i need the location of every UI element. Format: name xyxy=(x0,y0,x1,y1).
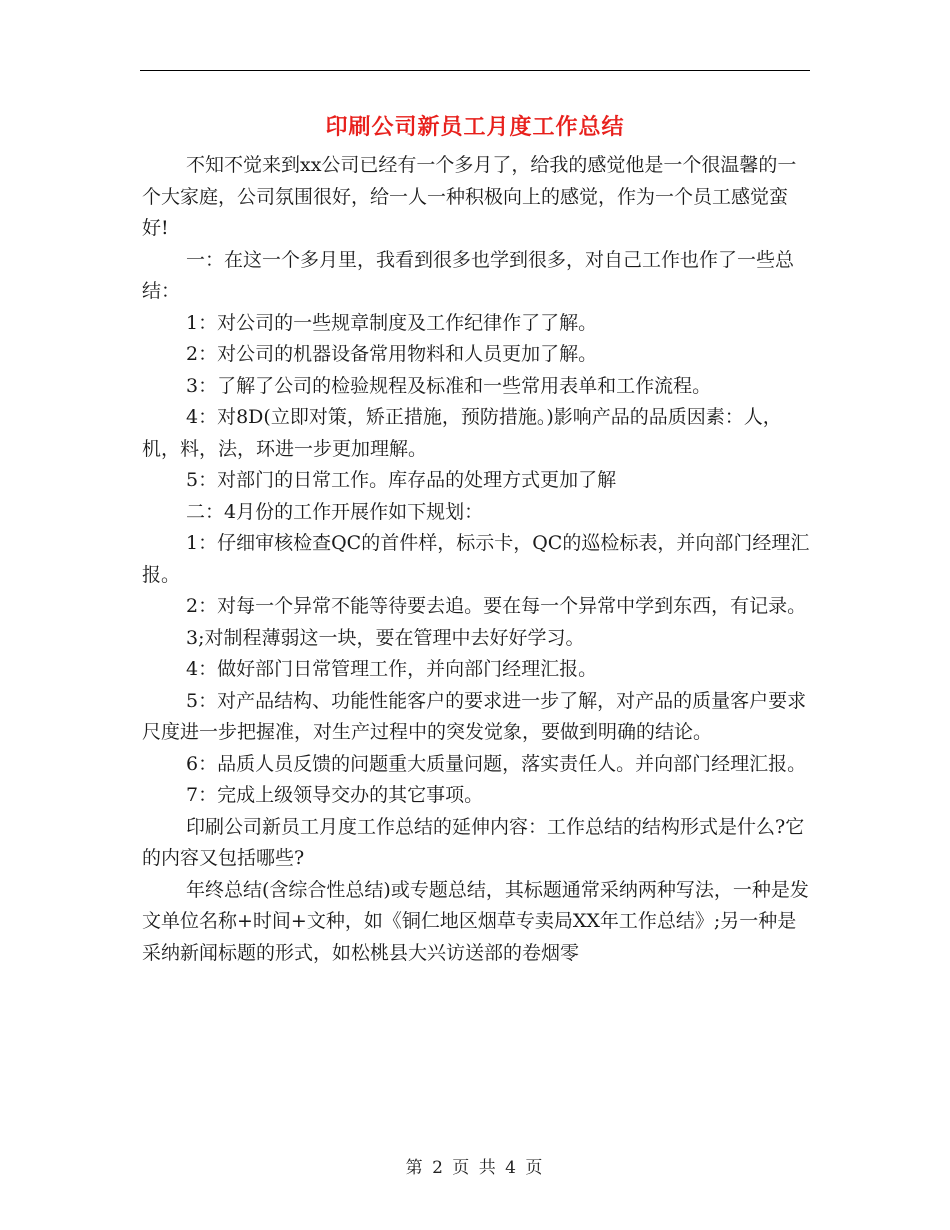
list-item: 6：品质人员反馈的问题重大质量问题，落实责任人。并向部门经理汇报。 xyxy=(186,752,807,775)
list-item: 3：了解了公司的检验规程及标准和一些常用表单和工作流程。 xyxy=(186,374,712,397)
body-paragraph: 年终总结(含综合性总结)或专题总结，其标题通常采纳两种写法，一种是发文单位名称+时间+文种，如《铜仁地区烟草专卖局XX年工作总结》;另一种是采纳新闻标题的形式，如松桃县大兴访送部的卷烟零 xyxy=(142,878,809,964)
list-item: 2：对公司的机器设备常用物料和人员更加了解。 xyxy=(186,343,598,365)
list-item: 1：仔细审核检查QC的首件样，标示卡，QC的巡检标表，并向部门经理汇报。 xyxy=(142,532,810,586)
list-item: 4：对8D(立即对策，矫正措施，预防措施。)影响产品的品质因素：人，机，料，法，环进一步更加理解。 xyxy=(142,406,782,460)
list-item: 7：完成上级领导交办的其它事项。 xyxy=(186,784,484,806)
document-title: 印刷公司新员工月度工作总结 xyxy=(325,115,625,140)
list-item: 3;对制程薄弱这一块，要在管理中去好好学习。 xyxy=(186,626,585,649)
list-item: 2：对每一个异常不能等待要去追。要在每一个异常中学到东西，有记录。 xyxy=(186,595,807,617)
section-one-heading: 一：在这一个多月里，我看到很多也学到很多，对自己工作也作了一些总结： xyxy=(142,248,795,302)
list-item: 5：对部门的日常工作。库存品的处理方式更加了解 xyxy=(186,469,617,491)
list-item: 5：对产品结构、功能性能客户的要求进一步了解，对产品的质量客户要求尺度进一步把握准，对生产过程中的突发觉象，要做到明确的结论。 xyxy=(142,689,807,743)
header-rule xyxy=(140,70,810,71)
section-two-heading: 二：4月份的工作开展作如下规划： xyxy=(186,500,484,523)
document-body xyxy=(142,150,812,969)
intro-paragraph: 不知不觉来到xx公司已经有一个多月了，给我的感觉他是一个很温馨的一个大家庭，公司氛围很好，给一人一种积极向上的感觉，作为一个员工感觉蛮好! xyxy=(142,154,797,239)
list-item: 1：对公司的一些规章制度及工作纪律作了了解。 xyxy=(186,311,598,334)
list-item: 4：做好部门日常管理工作，并向部门经理汇报。 xyxy=(186,658,598,680)
page-number-footer: 第 2 页 共 4 页 xyxy=(405,1158,545,1178)
extension-paragraph: 印刷公司新员工月度工作总结的延伸内容：工作总结的结构形式是什么?它的内容又包括哪些? xyxy=(142,815,805,869)
